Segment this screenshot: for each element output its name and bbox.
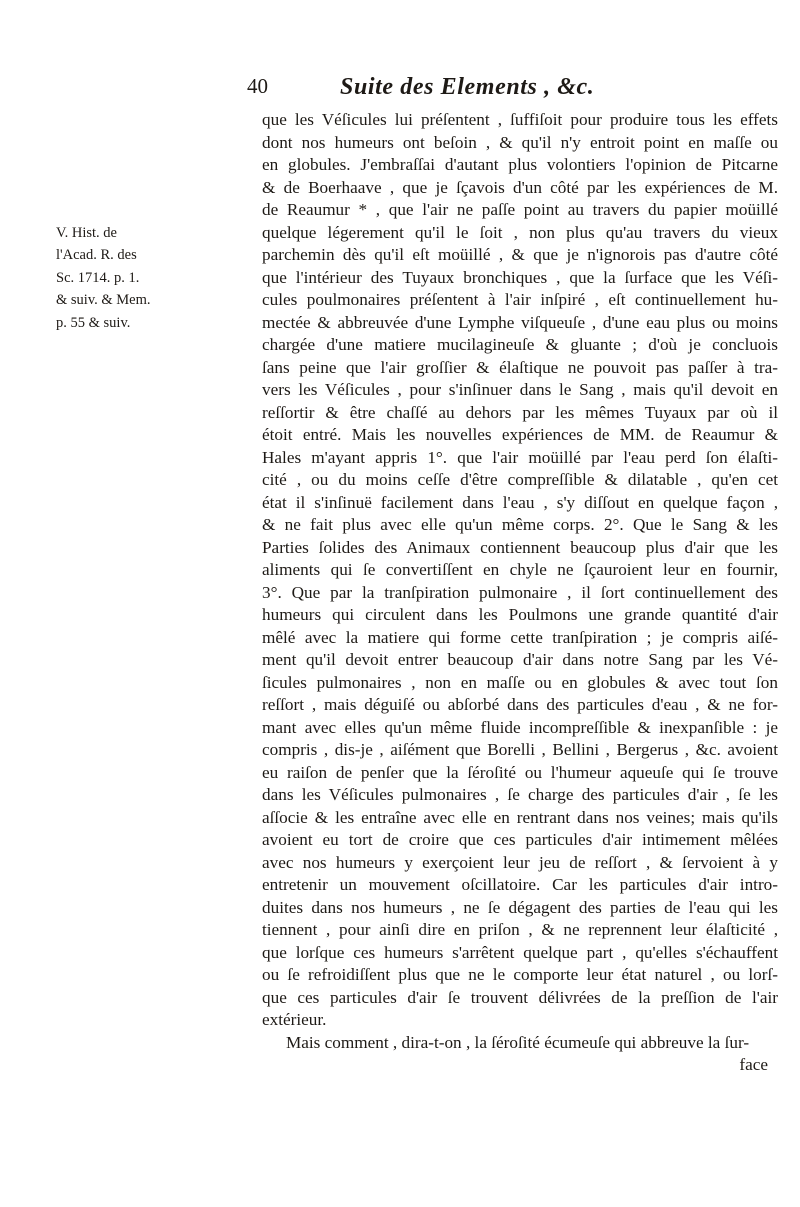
text-line: reſſort , mais déguiſé ou abſorbé dans des particules d'eau , & ne for- bbox=[262, 695, 778, 714]
page-header bbox=[0, 74, 800, 108]
text-line: en globules. J'embraſſai d'autant plus volontiers l'opinion de Pitcarne bbox=[262, 155, 778, 174]
text-line: ſans peine que l'air groſſier & élaſtique ne pouvoit pas paſſer à tra- bbox=[262, 357, 778, 377]
text-line: que lorſque ces humeurs s'arrêtent quelque part , qu'elles s'échauffent bbox=[262, 942, 778, 962]
text-line: duites dans nos humeurs , ne ſe dégagent des parties de l'eau qui les bbox=[262, 897, 778, 917]
text-line: parchemin dès qu'il eſt moüillé , & que je n'ignorois pas d'autre côté bbox=[262, 245, 778, 264]
margin-note-line: l'Acad. R. des bbox=[56, 247, 137, 264]
margin-note bbox=[56, 222, 214, 334]
running-title: Suite des Elements , &c. bbox=[340, 74, 595, 100]
text-line: aliments qui ſe convertiſſent en chyle ne ſçauroient leur en fournir, bbox=[262, 560, 778, 579]
text-line: que les Véſicules lui préſentent , ſuffiſoit pour produire tous les effets bbox=[262, 110, 778, 129]
text-line: mant avec elles qu'un même fluide incompreſſible & inexpanſible : je bbox=[262, 717, 778, 737]
text-line: ment qu'il devoit entrer beaucoup d'air dans notre Sang par les Vé- bbox=[262, 650, 778, 669]
text-line: ſicules pulmonaires , non en maſſe ou en globules & avec tout ſon bbox=[262, 672, 778, 692]
text-line: aſſocie & les entraîne avec elle en rentrant dans nos veines; mais qu'ils bbox=[262, 807, 778, 827]
text-line: Hales m'ayant appris 1°. que l'air moüillé par l'eau perd ſon élaſti- bbox=[262, 447, 778, 467]
text-line: étoit entré. Mais les nouvelles expériences de MM. de Reaumur & bbox=[262, 425, 778, 444]
text-line: Parties ſolides des Animaux contiennent beaucoup plus d'air que les bbox=[262, 537, 778, 557]
margin-note-line: & suiv. & Mem. bbox=[56, 292, 151, 309]
text-line: dans les Véſicules pulmonaires , ſe charge des particules d'air , ſe les bbox=[262, 785, 778, 804]
text-line: mêlé avec la matiere qui forme cette tranſpiration ; je compris aiſé- bbox=[262, 627, 778, 647]
text-line: ou ſe refroidiſſent plus que ne le comporte leur état naturel , ou lorſ- bbox=[262, 965, 778, 984]
text-line: chargée d'une matiere mucilagineuſe & gluante ; d'où je concluois bbox=[262, 335, 778, 354]
text-line: que l'intérieur des Tuyaux bronchiques , que la ſurface que les Véſi- bbox=[262, 267, 778, 287]
text-line: cité , ou du moins ceſſe d'être compreſſible & dilatable , qu'en cet bbox=[262, 470, 778, 489]
text-line: humeurs qui circulent dans les Poulmons une grande quantité d'air bbox=[262, 605, 778, 624]
text-line: de Reaumur * , que l'air ne paſſe point au travers du papier moüillé bbox=[262, 200, 778, 219]
text-line: compris , dis-je , aiſément que Borelli , Bellini , Bergerus , &c. avoient bbox=[262, 740, 778, 759]
page-number: 40 bbox=[247, 74, 268, 98]
body-text bbox=[262, 109, 778, 1077]
text-line: extérieur. bbox=[262, 1010, 327, 1029]
text-line: vers les Véſicules , pour s'inſinuer dans le Sang , mais qu'il devoit en bbox=[262, 380, 778, 399]
text-line: mectée & abbreuvée d'une Lymphe viſqueuſe , d'une eau plus ou moins bbox=[262, 312, 778, 332]
text-line: face bbox=[739, 1055, 768, 1074]
text-line: état il s'inſinuë facilement dans l'eau , s'y diſſout en quelque façon , bbox=[262, 492, 778, 512]
text-line: & ne fait plus avec elle qu'un même corps. 2°. Que le Sang & les bbox=[262, 515, 778, 534]
margin-note-line: V. Hist. de bbox=[56, 225, 117, 241]
margin-note-line: Sc. 1714. p. 1. bbox=[56, 269, 140, 286]
text-line: reſſortir & être chaſſé au dehors par les mêmes Tuyaux par où il bbox=[262, 402, 778, 422]
text-line: eu raiſon de penſer que la ſéroſité ou l'humeur aqueuſe qui ſe trouve bbox=[262, 762, 778, 782]
text-line: entretenir un mouvement oſcillatoire. Car les particules d'air intro- bbox=[262, 875, 778, 894]
margin-note-line: p. 55 & suiv. bbox=[56, 314, 131, 331]
text-line: avec nos humeurs y exerçoient leur jeu de reſſort , & ſervoient à y bbox=[262, 852, 778, 872]
text-line: tiennent , pour ainſi dire en priſon , & ne reprennent leur élaſticité , bbox=[262, 920, 778, 939]
text-line: dont nos humeurs ont beſoin , & qu'il n'y entroit point en maſſe ou bbox=[262, 132, 778, 152]
text-line: & de Boerhaave , que je ſçavois d'un côté par les expériences de M. bbox=[262, 177, 778, 197]
text-line: que ces particules d'air ſe trouvent délivrées de la preſſion de l'air bbox=[262, 987, 778, 1007]
text-line: avoient eu tort de croire que ces particules d'air intimement mêlées bbox=[262, 830, 778, 849]
text-line: quelque légerement qu'il le ſoit , non plus qu'au travers du vieux bbox=[262, 222, 778, 242]
text-line: cules poulmonaires préſentent à l'air inſpiré , eſt continuellement hu- bbox=[262, 290, 778, 309]
text-line: Mais comment , dira-t-on , la ſéroſité écumeuſe qui abbreuve la ſur- bbox=[286, 1032, 750, 1052]
text-line: 3°. Que par la tranſpiration pulmonaire , il ſort continuellement des bbox=[262, 582, 778, 602]
